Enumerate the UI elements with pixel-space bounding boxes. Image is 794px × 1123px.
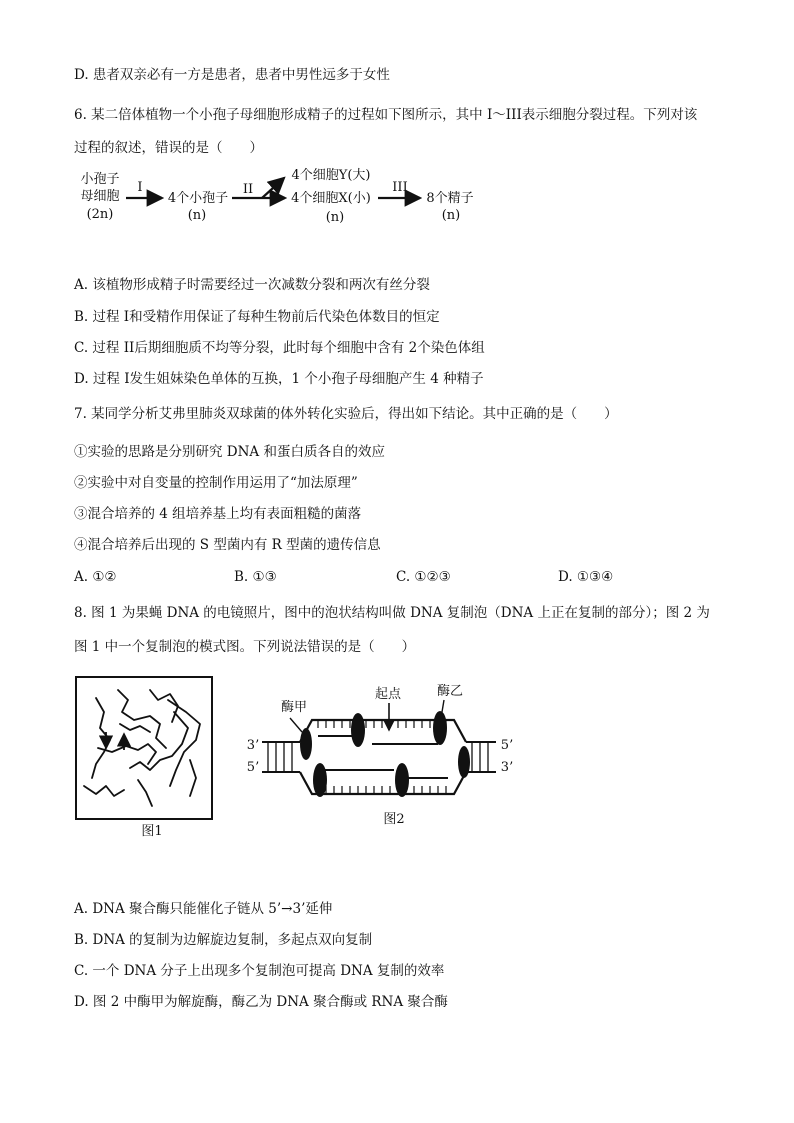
daughter-strands xyxy=(318,736,448,778)
figure-1-arrows xyxy=(106,732,124,750)
right-base-pairs xyxy=(472,742,488,772)
q7-option-b: B. ①③ xyxy=(234,569,277,585)
q8-option-c: C. 一个 DNA 分子上出现多个复制泡可提高 DNA 复制的效率 xyxy=(74,963,445,979)
q6-stem-line2: 过程的叙述，错误的是（ ） xyxy=(74,140,263,156)
enzyme-b-label: 酶乙 xyxy=(436,684,463,699)
q7-option-c: C. ①②③ xyxy=(396,569,451,585)
q6-option-a: A. 该植物形成精子时需要经过一次减数分裂和两次有丝分裂 xyxy=(74,277,430,293)
enzyme-b-pointer xyxy=(442,700,444,712)
bubble-ticks xyxy=(318,720,446,794)
figure-1-dna-strands xyxy=(84,690,200,806)
sperm-label: 8个精子 xyxy=(426,191,474,206)
step2-label: II xyxy=(242,182,254,197)
microspores-label: 4个小孢子 xyxy=(167,191,229,206)
arrow-step2-up xyxy=(262,178,284,198)
q7-statement-1: ①实验的思路是分别研究 DNA 和蛋白质各自的效应 xyxy=(74,444,385,460)
enzyme-a-pointer xyxy=(290,718,302,732)
parent-strands-right xyxy=(466,742,496,772)
microspores-ploidy: (n) xyxy=(187,208,207,223)
q7-stem: 7. 某同学分析艾弗里肺炎双球菌的体外转化实验后，得出如下结论。其中正确的是（ ） xyxy=(74,406,618,422)
step1-label: I xyxy=(137,180,143,195)
figure-2-caption: 图2 xyxy=(383,812,405,827)
q8-option-b: B. DNA 的复制为边解旋边复制，多起点双向复制 xyxy=(74,932,373,948)
right-top-end-label: 5’ xyxy=(500,738,514,753)
q8-option-a: A. DNA 聚合酶只能催化子链从 5’→3’延伸 xyxy=(74,901,333,917)
q7-statement-2: ②实验中对自变量的控制作用运用了“加法原理” xyxy=(74,475,358,491)
q6-stem-line1: 6. 某二倍体植物一个小孢子母细胞形成精子的过程如下图所示，其中 I～III表示细胞分裂过程。下列对该 xyxy=(74,107,698,123)
q5-option-d: D. 患者双亲必有一方是患者，患者中男性远多于女性 xyxy=(74,67,390,83)
enzyme-blobs xyxy=(300,711,470,797)
parent-strands-left xyxy=(262,742,300,772)
figure-1-caption: 图1 xyxy=(141,824,163,839)
q7-option-d: D. ①③④ xyxy=(558,569,614,585)
step3-label: III xyxy=(392,180,408,195)
sperm-ploidy: (n) xyxy=(441,208,461,223)
q8-stem-line1: 8. 图 1 为果蝇 DNA 的电镜照片，图中的泡状结构叫做 DNA 复制泡（DNA 上正在复制的部分）；图 2 为 xyxy=(74,605,710,621)
left-base-pairs xyxy=(268,742,292,772)
right-bottom-end-label: 3’ xyxy=(500,760,514,775)
q7-option-a: A. ①② xyxy=(74,569,117,585)
q6-option-b: B. 过程 I和受精作用保证了每种生物前后代染色体数目的恒定 xyxy=(74,309,440,325)
cell-x-label: 4个细胞X(小) xyxy=(291,191,371,206)
left-bottom-end-label: 5’ xyxy=(246,760,260,775)
bubble-outline xyxy=(300,720,466,794)
q8-option-d: D. 图 2 中酶甲为解旋酶，酶乙为 DNA 聚合酶或 RNA 聚合酶 xyxy=(74,994,448,1010)
enzyme-a-label: 酶甲 xyxy=(280,700,307,715)
q6-option-c: C. 过程 II后期细胞质不均等分裂，此时每个细胞中含有 2个染色体组 xyxy=(74,340,485,356)
q6-option-d: D. 过程 I发生姐妹染色单体的互换，1 个小孢子母细胞产生 4 种精子 xyxy=(74,371,484,387)
mother-cell-line2: 母细胞 xyxy=(80,189,120,204)
q7-statement-3: ③混合培养的 4 组培养基上均有表面粗糙的菌落 xyxy=(74,506,362,522)
left-top-end-label: 3’ xyxy=(246,738,260,753)
mother-cell-ploidy: (2n) xyxy=(86,207,114,222)
cell-y-label: 4个细胞Y(大) xyxy=(291,168,371,183)
origin-label: 起点 xyxy=(374,687,401,702)
mother-cell-line1: 小孢子 xyxy=(80,172,120,187)
figure-1-frame xyxy=(76,677,212,819)
q8-stem-line2: 图 1 中一个复制泡的模式图。下列说法错误的是（ ） xyxy=(74,639,416,655)
q7-statement-4: ④混合培养后出现的 S 型菌内有 R 型菌的遗传信息 xyxy=(74,537,381,553)
cell-x-ploidy: (n) xyxy=(325,210,345,225)
